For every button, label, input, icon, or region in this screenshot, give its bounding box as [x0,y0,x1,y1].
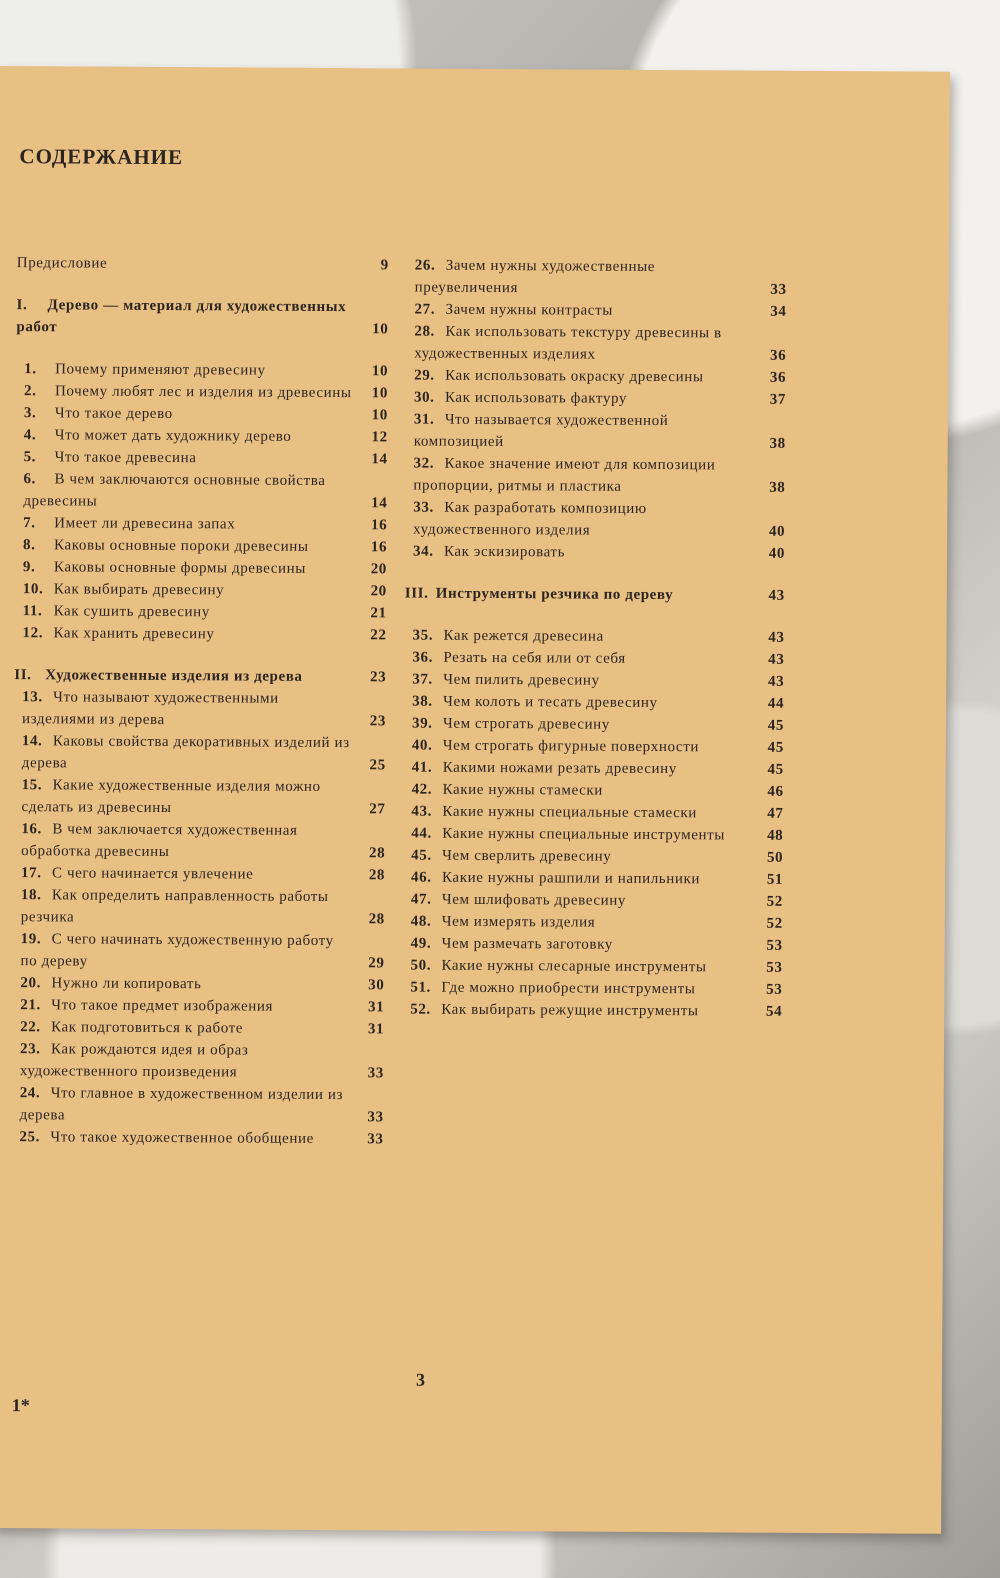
toc-entry-title: Каковы свойства декоративных изделий из дерева [21,733,350,772]
toc-entry-title: Что называется художественной композицией [413,411,669,451]
toc-entry-title: Какие нужны специальные инструменты [442,825,726,844]
toc-entry-text [23,600,353,624]
toc-entry [11,1126,383,1150]
toc-entry-page: 45 [767,739,784,756]
toc-entry-text [414,299,752,323]
toc-entry [15,512,387,536]
toc-entry [404,668,784,692]
toc-entry [406,298,786,322]
toc-entry-number: 16. [21,821,42,838]
toc-entry-text [414,321,752,367]
toc-entry-page: 36 [769,347,787,364]
toc-entry-title: Как разработать композицию художественного изделия [413,499,647,539]
toc-entry-text [22,622,352,646]
toc-entry-title: В чем заключаются основные свойства древесины [23,471,326,510]
toc-entry-number: 49. [410,935,432,952]
toc-entry-title: Как рождаются идея и образ художественного произведения [19,1041,249,1081]
toc-entry-text [23,512,353,536]
toc-entry-page: 44 [767,695,785,712]
toc-entry [12,928,384,974]
toc-entry-title: Как эскизировать [443,543,566,561]
toc-entry-title: Предисловие [16,255,108,272]
toc-entry [12,994,384,1018]
toc-column-left [11,252,388,1150]
toc-entry-page: 50 [766,849,784,866]
toc-column-right [402,254,787,1022]
toc-entry-page: 23 [369,713,387,730]
toc-entry-text [412,647,750,671]
toc-entry [406,386,786,410]
toc-entry-number: 19. [20,931,42,948]
toc-entry-number: 47. [410,891,432,908]
toc-entry [404,624,784,648]
toc-entry-page: 10 [371,407,388,424]
toc-entry-text [23,556,353,580]
toc-entry-page: 47 [767,805,784,822]
toc-entry-title: Как сушить древесину [53,603,210,621]
toc-entry-text [20,1082,350,1128]
toc-entry [12,1038,384,1084]
toc-entry-title: Как хранить древесину [53,625,215,643]
toc-entry-number: 21. [20,997,41,1014]
toc-entry-title: Дерево — материал для художественных работ [16,297,347,336]
toc-entry [404,646,784,670]
toc-entry-page: 16 [370,517,388,534]
toc-entry [403,910,783,934]
toc-entry-page: 10 [371,363,389,380]
toc-entry-page: 38 [769,479,786,496]
toc-entry-text [20,1016,350,1040]
toc-entry-number: 24. [19,1085,41,1102]
toc-entry [15,534,387,558]
toc-entry-title: Какие нужны стамески [442,781,603,799]
toc-entry [15,578,387,602]
toc-entry-text [20,972,350,996]
toc-entry-number: 46. [411,869,432,886]
toc-entry [404,712,784,736]
toc-entry-page: 53 [766,981,783,998]
toc-entry-number: 7. [23,515,36,532]
toc-entry [16,402,388,426]
toc-entry-text [413,453,751,499]
toc-entry-page: 45 [767,761,784,778]
toc-entry-text [412,735,750,759]
toc-entry-page: 54 [765,1003,783,1020]
toc-entry-number: 27. [414,301,436,318]
toc-entry-title: Чем сверлить древесину [442,847,612,865]
toc-entry-number: 31. [413,411,435,428]
toc-entry-page: 36 [769,369,787,386]
toc-entry-text [414,409,752,455]
toc-entry-title: Как использовать текстуру древесины в художественных изделиях [414,323,722,363]
toc-entry [16,446,388,470]
toc-entry-number: 9. [22,559,36,576]
toc-entry-text [410,999,748,1023]
toc-entry [407,254,787,300]
toc-entry-page: 22 [370,627,387,644]
toc-entry-text [412,669,750,693]
toc-entry-text [411,823,749,847]
toc-entry-page: 52 [766,915,783,932]
toc-entry [403,888,783,912]
toc-entry-text [412,757,750,781]
toc-entry [405,496,785,542]
toc-entry-number: 14. [21,733,43,750]
toc-entry-title: С чего начинать художественную работу по дереву [20,931,334,970]
signature-mark: 1* [11,1395,30,1416]
page-number: 3 [415,1369,426,1390]
toc-entry-title: Какими ножами резать древесину [442,759,677,778]
toc-entry-number: III. [404,585,429,602]
toc-entry-page: 34 [770,303,787,320]
toc-entry-page: 10 [371,385,389,402]
toc-entry-title: Чем колоть и тесать древесину [443,693,658,712]
toc-entry-number: 22. [20,1019,41,1036]
toc-entry-number: 40. [411,737,433,754]
toc-entry [406,408,786,454]
toc-entry-text [14,664,352,688]
toc-entry-title: Что такое предмет изображения [51,997,274,1015]
toc-entry-text [412,713,750,737]
toc-entry-text [23,468,353,514]
toc-entry-title: Как использовать окраску древесины [445,367,704,386]
toc-entry [13,862,385,886]
toc-entry [403,932,783,956]
toc-entry-text [412,691,750,715]
toc-entry-number: 41. [411,759,433,776]
toc-entry-title: Какие художественные изделия можно сделать из древесины [21,777,321,817]
toc-entry-title: Как использовать фактуру [444,389,628,407]
toc-entry-text [405,582,751,606]
toc-entry-page: 46 [767,783,784,800]
toc-entry-title: Что может дать художнику дерево [54,427,292,445]
toc-entry [16,380,388,404]
toc-entry [17,252,389,276]
toc-entry-number: 17. [21,865,42,882]
toc-entry-text [22,730,352,776]
toc-entry-title: Какое значение имеют для композиции пропорции, ритмы и пластика [413,455,716,495]
toc-entry-text [413,497,751,543]
toc-entry [403,800,783,824]
toc-entry-page: 53 [766,937,783,954]
toc-entry [16,358,388,382]
toc-entry [405,540,785,564]
toc-entry-number: I. [16,297,28,314]
toc-entry-page: 27 [369,801,386,818]
toc-entry-text [21,884,351,930]
toc-entry-number: 13. [22,689,43,706]
toc-entry-number: 20. [20,975,42,992]
toc-entry-page: 37 [769,391,787,408]
toc-entry-title: Что такое дерево [54,405,173,423]
toc-entry-page: 25 [369,757,386,774]
toc-entry-page: 53 [766,959,783,976]
toc-section-entry [14,664,386,688]
toc-entry-number: 10. [22,581,44,598]
toc-entry [402,998,782,1022]
toc-entry-text [24,446,354,470]
toc-entry-number: 33. [413,499,434,516]
toc-entry-text [414,365,752,389]
toc-entry-text [410,955,748,979]
toc-entry [403,844,783,868]
toc-entry-number: 37. [412,671,433,688]
toc-entry-number: 23. [19,1041,41,1058]
toc-entry [13,774,385,820]
toc-entry [15,556,387,580]
toc-entry-text [17,252,355,276]
toc-entry-page: 38 [769,435,786,452]
toc-entry-title: Где можно приобрести инструменты [441,979,696,998]
toc-entry-title: Каковы основные формы древесины [53,559,307,577]
toc-entry-number: 39. [411,715,433,732]
toc-entry-title: Как определить направленность работы резчика [20,887,329,926]
toc-entry-number: 45. [411,847,432,864]
toc-gap [14,644,386,666]
toc-entry-number: 38. [412,693,433,710]
toc-entry-title: Резать на себя или от себя [443,649,626,667]
toc-entry-text [411,867,749,891]
toc-entry-title: Почему применяют древесину [55,361,266,379]
toc-entry-page: 43 [768,673,785,690]
toc-entry [403,822,783,846]
book-page [0,66,950,1534]
toc-entry-text [20,994,350,1018]
toc-entry-number: 28. [414,323,435,340]
toc-entry-page: 40 [768,545,786,562]
toc-section-entry [405,582,785,606]
toc-entry [15,600,387,624]
toc-entry [12,972,384,996]
toc-entry-page: 29 [368,955,385,972]
toc-entry [404,756,784,780]
toc-entry-text [24,358,354,382]
toc-entry-number: 18. [20,887,42,904]
toc-entry-text [24,402,354,426]
toc-entry-page: 40 [768,523,786,540]
toc-entry-text [21,862,351,886]
toc-entry-page: 28 [368,867,386,884]
toc-entry-page: 14 [371,495,388,512]
toc-entry-page: 12 [371,429,388,446]
toc-entry-number: 29. [414,367,435,384]
toc-entry-number: 42. [411,781,433,798]
toc-entry-title: Как выбирать режущие инструменты [441,1001,699,1020]
toc-entry-text [411,933,749,957]
toc-entry-title: Чем шлифовать древесину [441,891,627,909]
toc-entry-page: 20 [370,561,387,578]
toc-entry-number: 1. [24,361,37,378]
toc-entry [12,1082,384,1128]
toc-entry [402,976,782,1000]
toc-entry-page: 51 [766,871,784,888]
toc-entry-number: 34. [412,543,434,560]
toc-entry [406,364,786,388]
toc-entry-number: 30. [413,389,435,406]
toc-entry-text [23,534,353,558]
toc-entry-title: Чем размечать заготовку [441,935,613,953]
contents-heading: СОДЕРЖАНИЕ [19,144,184,170]
toc-entry-page: 31 [367,1021,385,1038]
toc-entry-text [411,889,749,913]
toc-entry-text [415,255,753,301]
toc-entry-number: 32. [413,455,435,472]
toc-gap [17,274,389,296]
toc-entry-page: 45 [767,717,785,734]
toc-entry-text [22,686,352,732]
toc-entry-text [412,625,750,649]
toc-entry-title: Чем пилить древесину [443,671,600,689]
toc-entry-number: 25. [19,1129,41,1146]
toc-entry [404,734,784,758]
toc-entry-text [20,928,350,974]
toc-entry-title: Зачем нужны художественные преувеличения [414,257,656,297]
toc-entry-number: 44. [411,825,432,842]
toc-entry-page: 43 [768,629,785,646]
toc-entry-title: Какие нужны рашпили и напильники [442,869,701,888]
toc-entry-number: 8. [23,537,36,554]
toc-entry-number: 52. [410,1001,431,1018]
toc-entry-number: 4. [23,427,37,444]
toc-entry-title: Художественные изделия из дерева [45,667,303,685]
toc-entry-text [24,424,354,448]
toc-entry-title: Как подготовиться к работе [51,1019,244,1037]
toc-entry-text [410,977,748,1001]
toc-entry-title: Как режется древесина [443,627,604,645]
toc-entry-text [24,380,354,404]
toc-entry-page: 21 [370,605,387,622]
toc-entry-title: Какие нужны слесарные инструменты [441,957,707,976]
toc-entry-title: Почему любят лес и изделия из древесины [54,383,352,402]
toc-entry-title: Что называют художественными изделиями из дерева [21,689,279,729]
toc-entry [402,954,782,978]
toc-entry-number: 50. [410,957,432,974]
toc-gap [405,604,785,626]
toc-entry-title: Чем строгать древесину [442,715,610,733]
toc-entry-text [411,801,749,825]
toc-entry-number: 15. [21,777,43,794]
toc-entry-title: Как выбирать древесину [53,581,225,599]
toc-gap [405,562,785,584]
toc-entry-page: 28 [368,911,385,928]
toc-entry-title: С чего начинается увлечение [52,865,254,883]
toc-entry [403,866,783,890]
toc-entry [14,730,386,776]
toc-entry [14,686,386,732]
toc-entry-number: 5. [23,449,37,466]
toc-entry [13,884,385,930]
toc-entry-title: В чем заключается художественная обработка древесины [21,821,298,861]
toc-entry-page: 16 [370,539,388,556]
toc-entry-number: 11. [22,603,43,620]
toc-entry-page: 10 [372,321,389,338]
toc-entry-number: 2. [23,383,37,400]
toc-entry-page: 43 [768,651,785,668]
toc-entry [14,622,386,646]
toc-entry-number: 43. [411,803,433,820]
toc-entry-number: 36. [412,649,434,666]
toc-entry-number: 48. [410,913,432,930]
toc-entry-title: Каковы основные пороки древесины [54,537,309,555]
toc-entry-title: Инструменты резчика по дереву [435,585,674,604]
toc-entry-page: 33 [367,1065,384,1082]
toc-entry-page: 30 [368,977,385,994]
toc-entry-text [411,911,749,935]
toc-entry-page: 28 [368,845,386,862]
toc-entry [12,1016,384,1040]
toc-entry-page: 48 [767,827,784,844]
toc-entry-title: Чем строгать фигурные поверхности [442,737,700,756]
toc-entry-text [21,774,351,820]
toc-entry-number: 51. [410,979,431,996]
toc-entry-text [20,1038,350,1084]
toc-entry-title: Зачем нужны контрасты [445,301,613,319]
toc-entry-title: Нужно ли копировать [51,975,202,993]
toc-entry-number: 26. [414,257,436,274]
toc-entry-text [412,779,750,803]
toc-entry [404,690,784,714]
toc-entry-text [414,387,752,411]
toc-gap [16,338,388,360]
toc-entry-page: 43 [768,587,785,604]
toc-entry-text [21,818,351,864]
toc-entry-title: Какие нужны специальные стамески [442,803,698,822]
toc-entry-number: 3. [23,405,37,422]
toc-entry-number: 12. [22,625,44,642]
toc-entry-page: 33 [367,1109,384,1126]
toc-entry-text [411,845,749,869]
toc-entry [15,468,387,514]
toc-entry-page: 9 [380,257,389,274]
toc-entry [13,818,385,864]
toc-entry-page: 33 [770,281,787,298]
toc-entry-number: 6. [23,471,36,488]
toc-entry [404,778,784,802]
toc-entry-page: 31 [368,999,385,1016]
toc-entry-page: 23 [370,669,387,686]
toc-entry-page: 52 [766,893,783,910]
toc-entry-page: 14 [371,451,388,468]
toc-entry [16,424,388,448]
toc-entry-page: 33 [367,1131,384,1148]
toc-entry-text [23,578,353,602]
toc-entry-title: Что главное в художественном изделии из дерева [19,1085,344,1124]
toc-entry-title: Имеет ли древесина запах [54,515,236,533]
toc-entry-title: Чем измерять изделия [441,913,596,931]
toc-entry [405,452,785,498]
toc-entry-number: 35. [412,627,434,644]
toc-entry-text [19,1126,349,1150]
toc-entry-title: Что такое художественное обобщение [50,1129,314,1147]
toc-section-entry [16,294,388,340]
toc-entry-number: II. [14,667,32,684]
toc-entry-page: 20 [370,583,387,600]
toc-entry-title: Что такое древесина [54,449,197,467]
toc-entry [406,320,786,366]
toc-entry-text [16,294,354,340]
toc-entry-text [413,541,751,565]
